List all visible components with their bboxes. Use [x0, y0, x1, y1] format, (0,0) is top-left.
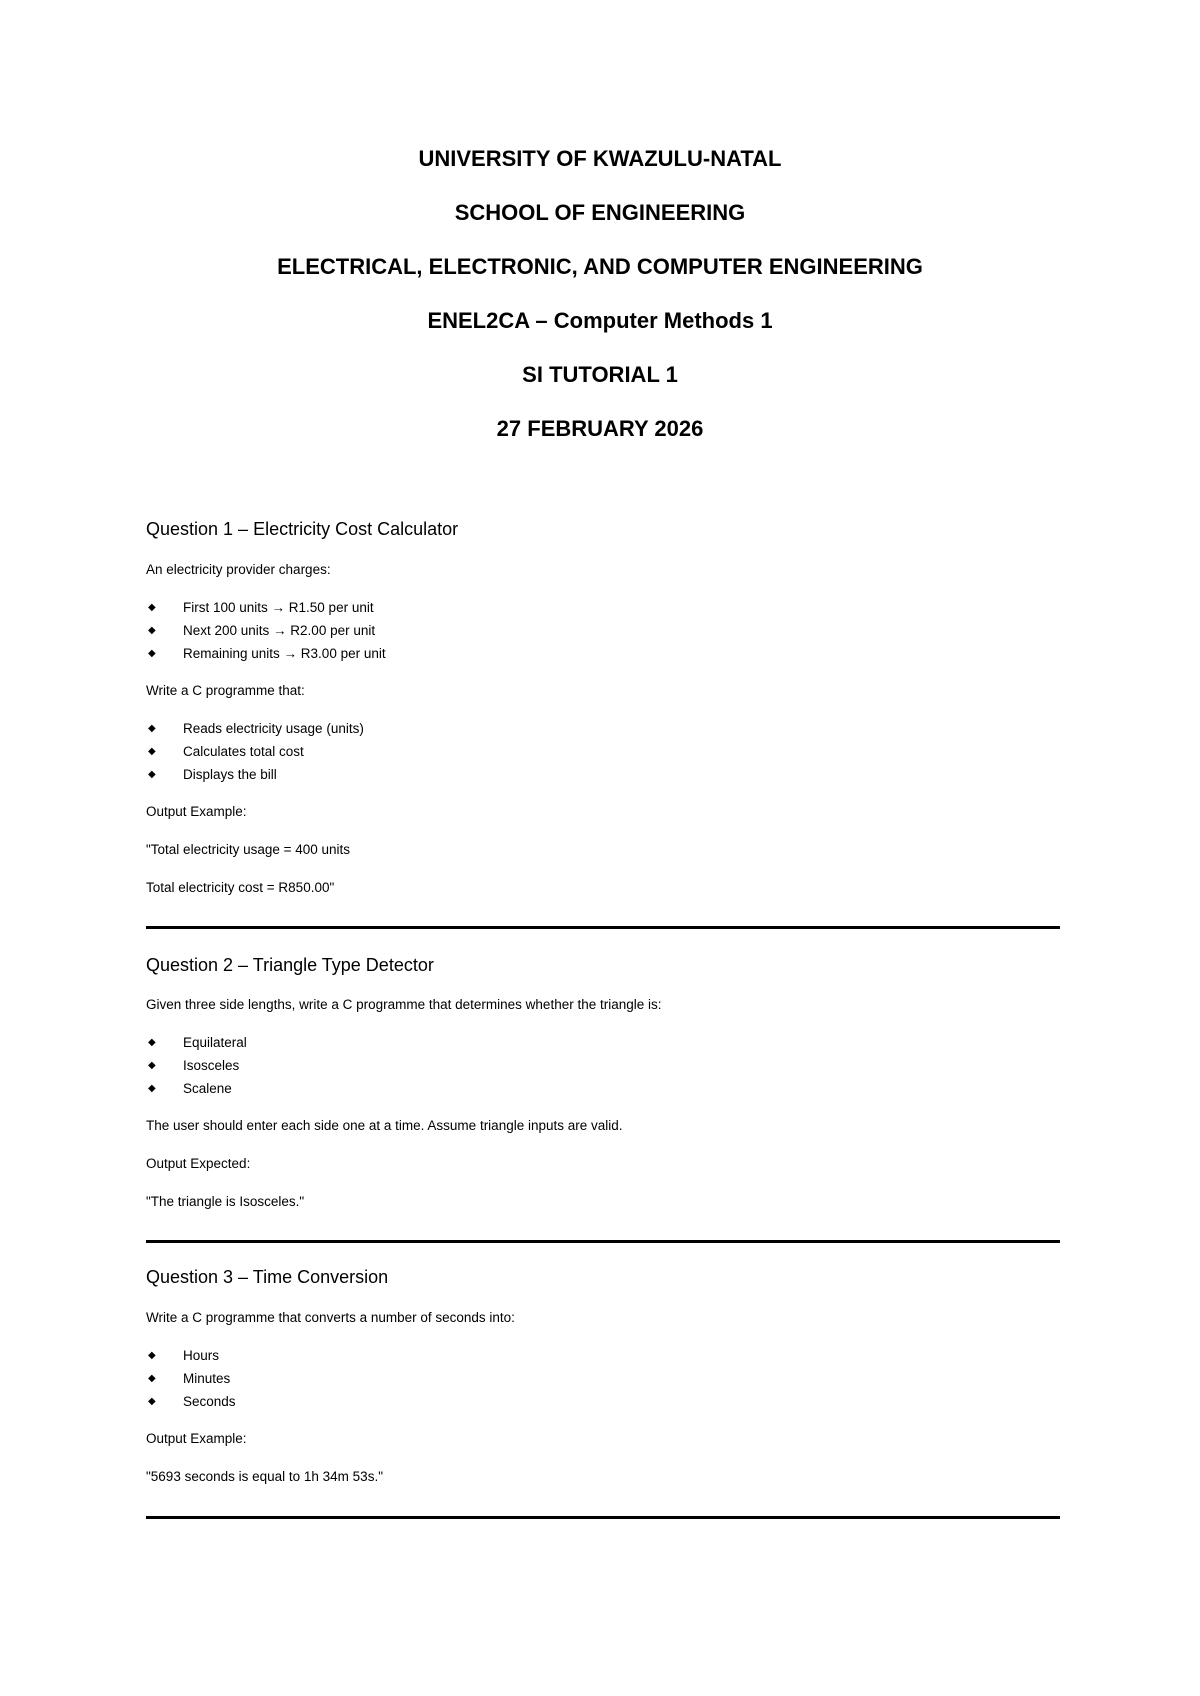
question-3-output-label: Output Example: [146, 1431, 247, 1446]
list-item: ◆ Next 200 units → R2.00 per unit [148, 623, 376, 638]
question-1-rates-list [146, 600, 386, 669]
question-2-note: The user should enter each side one at a time. Assume triangle inputs are valid. [146, 1118, 623, 1133]
question-1-task-intro: Write a C programme that: [146, 683, 305, 698]
question-2-output-line-1: "The triangle is Isosceles." [146, 1194, 305, 1209]
question-3-output-line-1: "5693 seconds is equal to 1h 34m 53s." [146, 1469, 383, 1484]
bullet-icon: ◆ [148, 1083, 156, 1094]
bullet-icon: ◆ [148, 769, 156, 780]
list-item: ◆ Hours [148, 1348, 220, 1363]
question-1-output-line-2: Total electricity cost = R850.00" [146, 880, 335, 895]
question-1 [146, 518, 1060, 540]
bullet-icon: ◆ [148, 1037, 156, 1048]
list-item: ◆ Calculates total cost [148, 744, 304, 759]
document-header [0, 146, 1200, 470]
question-2-output-label: Output Expected: [146, 1156, 251, 1171]
tutorial-title: SI TUTORIAL 1 [522, 362, 678, 387]
list-item: ◆ Remaining units → R3.00 per unit [148, 646, 386, 661]
question-1-output-label: Output Example: [146, 804, 247, 819]
question-3 [146, 1266, 1060, 1288]
list-item: ◆ First 100 units → R1.50 per unit [148, 600, 374, 615]
bullet-icon: ◆ [148, 602, 156, 613]
section-divider [146, 1516, 1060, 1519]
bullet-icon: ◆ [148, 746, 156, 757]
university-name: UNIVERSITY OF KWAZULU-NATAL [418, 146, 782, 171]
bullet-icon: ◆ [148, 1373, 156, 1384]
list-item: ◆ Equilateral [148, 1035, 247, 1050]
question-3-title: Question 3 – Time Conversion [146, 1267, 389, 1287]
list-item: ◆ Seconds [148, 1394, 236, 1409]
list-item: ◆ Minutes [148, 1371, 231, 1386]
question-1-title: Question 1 – Electricity Cost Calculator [146, 519, 459, 539]
question-3-units-list [146, 1348, 236, 1417]
section-divider [146, 1240, 1060, 1243]
question-2-title: Question 2 – Triangle Type Detector [146, 955, 434, 975]
bullet-icon: ◆ [148, 723, 156, 734]
bullet-icon: ◆ [148, 625, 156, 636]
question-2-types-list [146, 1035, 247, 1104]
bullet-icon: ◆ [148, 1060, 156, 1071]
list-item: ◆ Displays the bill [148, 767, 277, 782]
tutorial-date: 27 FEBRUARY 2026 [496, 416, 704, 441]
school-name: SCHOOL OF ENGINEERING [454, 200, 746, 225]
list-item: ◆ Reads electricity usage (units) [148, 721, 364, 736]
question-3-intro: Write a C programme that converts a number of seconds into: [146, 1310, 515, 1325]
section-divider [146, 926, 1060, 929]
bullet-icon: ◆ [148, 1396, 156, 1407]
list-item: ◆ Scalene [148, 1081, 232, 1096]
list-item: ◆ Isosceles [148, 1058, 240, 1073]
course-title: ENEL2CA – Computer Methods 1 [427, 308, 773, 333]
question-2 [146, 954, 1060, 976]
question-2-intro: Given three side lengths, write a C programme that determines whether the triangle is: [146, 997, 662, 1012]
bullet-icon: ◆ [148, 648, 156, 659]
bullet-icon: ◆ [148, 1350, 156, 1361]
question-1-intro: An electricity provider charges: [146, 562, 331, 577]
question-1-output-line-1: "Total electricity usage = 400 units [146, 842, 351, 857]
question-1-tasks-list [146, 721, 364, 790]
department-name: ELECTRICAL, ELECTRONIC, AND COMPUTER ENGINEERING [277, 254, 923, 279]
